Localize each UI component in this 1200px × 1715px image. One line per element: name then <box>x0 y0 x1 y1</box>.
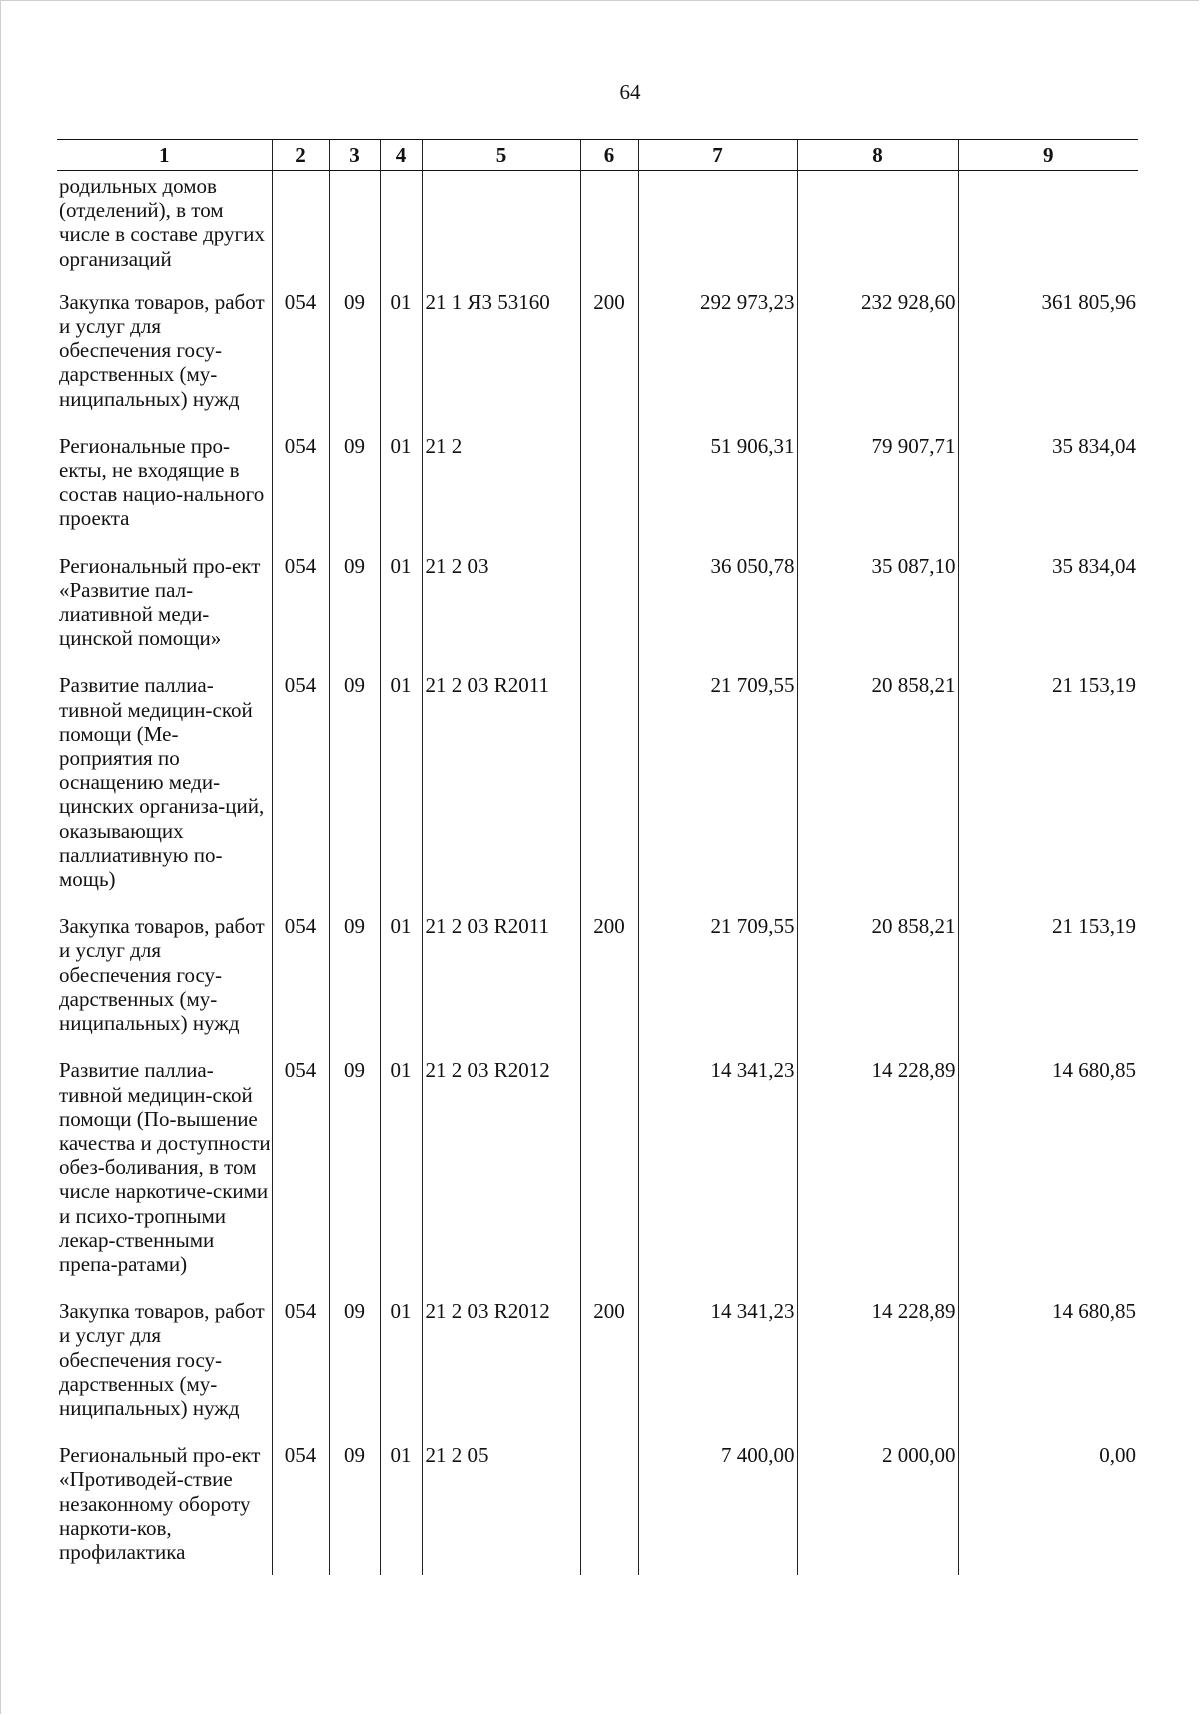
row-section-code: 09 <box>329 551 380 671</box>
row-expense-type-code <box>580 171 638 287</box>
row-section-code: 09 <box>329 431 380 551</box>
row-chapter-code: 054 <box>272 551 329 671</box>
row-amount-col9: 14 680,85 <box>958 1055 1138 1296</box>
row-amount-col9: 361 805,96 <box>958 287 1138 431</box>
row-amount-col7: 7 400,00 <box>638 1440 797 1575</box>
row-section-code: 09 <box>329 911 380 1055</box>
row-target-article-code: 21 2 <box>422 431 580 551</box>
row-section-code <box>329 171 380 287</box>
row-name: Региональные про-екты, не входящие в состав нацио-нального проекта <box>59 433 265 531</box>
row-target-article-code <box>422 171 580 287</box>
row-amount-col8: 20 858,21 <box>797 911 958 1055</box>
row-amount-col7: 36 050,78 <box>638 551 797 671</box>
row-amount-col8: 79 907,71 <box>797 431 958 551</box>
table-row <box>57 551 1138 671</box>
row-expense-type-code <box>580 1440 638 1575</box>
row-target-article-code: 21 1 Я3 53160 <box>422 287 580 431</box>
row-chapter-code: 054 <box>272 911 329 1055</box>
column-header-8: 8 <box>797 140 958 171</box>
row-subsection-code: 01 <box>380 287 422 431</box>
row-amount-col8: 14 228,89 <box>797 1296 958 1440</box>
table-row <box>57 1296 1138 1440</box>
row-chapter-code: 054 <box>272 670 329 911</box>
table-header <box>57 140 1138 171</box>
row-amount-col7: 292 973,23 <box>638 287 797 431</box>
row-subsection-code: 01 <box>380 670 422 911</box>
row-section-code: 09 <box>329 287 380 431</box>
table-row <box>57 431 1138 551</box>
row-subsection-code: 01 <box>380 911 422 1055</box>
row-amount-col7: 14 341,23 <box>638 1055 797 1296</box>
row-subsection-code: 01 <box>380 431 422 551</box>
row-name: Закупка товаров, работ и услуг для обеспечения госу-дарственных (му-ниципальных) нужд <box>59 914 265 1036</box>
column-header-9: 9 <box>958 140 1138 171</box>
table-body <box>57 171 1138 1576</box>
row-subsection-code: 01 <box>380 1296 422 1440</box>
row-chapter-code: 054 <box>272 1055 329 1296</box>
column-header-6: 6 <box>580 140 638 171</box>
row-name: Закупка товаров, работ и услуг для обеспечения госу-дарственных (му-ниципальных) нужд <box>59 289 265 411</box>
row-section-code: 09 <box>329 1440 380 1575</box>
header-row <box>57 140 1138 171</box>
row-chapter-code <box>272 171 329 287</box>
row-target-article-code: 21 2 03 R2011 <box>422 911 580 1055</box>
row-chapter-code: 054 <box>272 287 329 431</box>
column-header-3: 3 <box>329 140 380 171</box>
row-amount-col7: 51 906,31 <box>638 431 797 551</box>
column-header-1: 1 <box>57 140 272 171</box>
row-section-code: 09 <box>329 1296 380 1440</box>
row-expense-type-code <box>580 1055 638 1296</box>
column-header-5: 5 <box>422 140 580 171</box>
row-expense-type-code <box>580 551 638 671</box>
row-name: Развитие паллиа-тивной медицин-ской помощи (По-вышение качества и доступности обез-боливания, в том числе наркотиче-скими и психо-тропными лекар-ственными препа-ратами) <box>59 1058 271 1276</box>
row-target-article-code: 21 2 03 <box>422 551 580 671</box>
row-subsection-code: 01 <box>380 1055 422 1296</box>
row-amount-col9: 14 680,85 <box>958 1296 1138 1440</box>
row-chapter-code: 054 <box>272 1296 329 1440</box>
row-amount-col7 <box>638 171 797 287</box>
table-row <box>57 1440 1138 1575</box>
row-subsection-code: 01 <box>380 551 422 671</box>
row-subsection-code: 01 <box>380 1440 422 1575</box>
row-expense-type-code <box>580 670 638 911</box>
budget-table <box>57 139 1138 1575</box>
row-amount-col9 <box>958 171 1138 287</box>
table-row <box>57 287 1138 431</box>
row-amount-col8: 20 858,21 <box>797 670 958 911</box>
row-amount-col7: 21 709,55 <box>638 911 797 1055</box>
row-subsection-code <box>380 171 422 287</box>
row-amount-col9: 35 834,04 <box>958 551 1138 671</box>
table-row <box>57 171 1138 287</box>
row-target-article-code: 21 2 05 <box>422 1440 580 1575</box>
row-chapter-code: 054 <box>272 431 329 551</box>
row-chapter-code: 054 <box>272 1440 329 1575</box>
row-expense-type-code: 200 <box>580 911 638 1055</box>
row-target-article-code: 21 2 03 R2012 <box>422 1296 580 1440</box>
column-header-2: 2 <box>272 140 329 171</box>
column-header-4: 4 <box>380 140 422 171</box>
row-amount-col9: 21 153,19 <box>958 911 1138 1055</box>
row-expense-type-code <box>580 431 638 551</box>
row-name: Закупка товаров, работ и услуг для обеспечения госу-дарственных (му-ниципальных) нужд <box>59 1299 265 1420</box>
row-amount-col8: 2 000,00 <box>797 1440 958 1575</box>
row-name: Региональный про-ект «Противодей-ствие незаконному обороту наркоти-ков, профилактика <box>59 1443 261 1564</box>
row-amount-col7: 14 341,23 <box>638 1296 797 1440</box>
row-name: Развитие паллиа-тивной медицин-ской помощи (Ме-роприятия по оснащению меди-цинских организа-ций, оказывающих паллиативную по-мощь) <box>59 673 265 892</box>
row-amount-col8: 14 228,89 <box>797 1055 958 1296</box>
table-row <box>57 1055 1138 1296</box>
row-amount-col8: 35 087,10 <box>797 551 958 671</box>
row-target-article-code: 21 2 03 R2011 <box>422 670 580 911</box>
column-header-7: 7 <box>638 140 797 171</box>
row-amount-col9: 21 153,19 <box>958 670 1138 911</box>
row-section-code: 09 <box>329 1055 380 1296</box>
row-target-article-code: 21 2 03 R2012 <box>422 1055 580 1296</box>
row-section-code: 09 <box>329 670 380 911</box>
row-amount-col8: 232 928,60 <box>797 287 958 431</box>
page-number: 64 <box>619 80 641 104</box>
table-row <box>57 911 1138 1055</box>
row-amount-col9: 35 834,04 <box>958 431 1138 551</box>
row-name: Региональный про-ект «Развитие пал-лиативной меди-цинской помощи» <box>59 553 261 651</box>
row-name: родильных домов (отделений), в том числе в составе других организаций <box>59 174 265 271</box>
row-amount-col7: 21 709,55 <box>638 670 797 911</box>
row-amount-col8 <box>797 171 958 287</box>
row-amount-col9: 0,00 <box>958 1440 1138 1575</box>
row-expense-type-code: 200 <box>580 287 638 431</box>
table-row <box>57 670 1138 911</box>
row-expense-type-code: 200 <box>580 1296 638 1440</box>
